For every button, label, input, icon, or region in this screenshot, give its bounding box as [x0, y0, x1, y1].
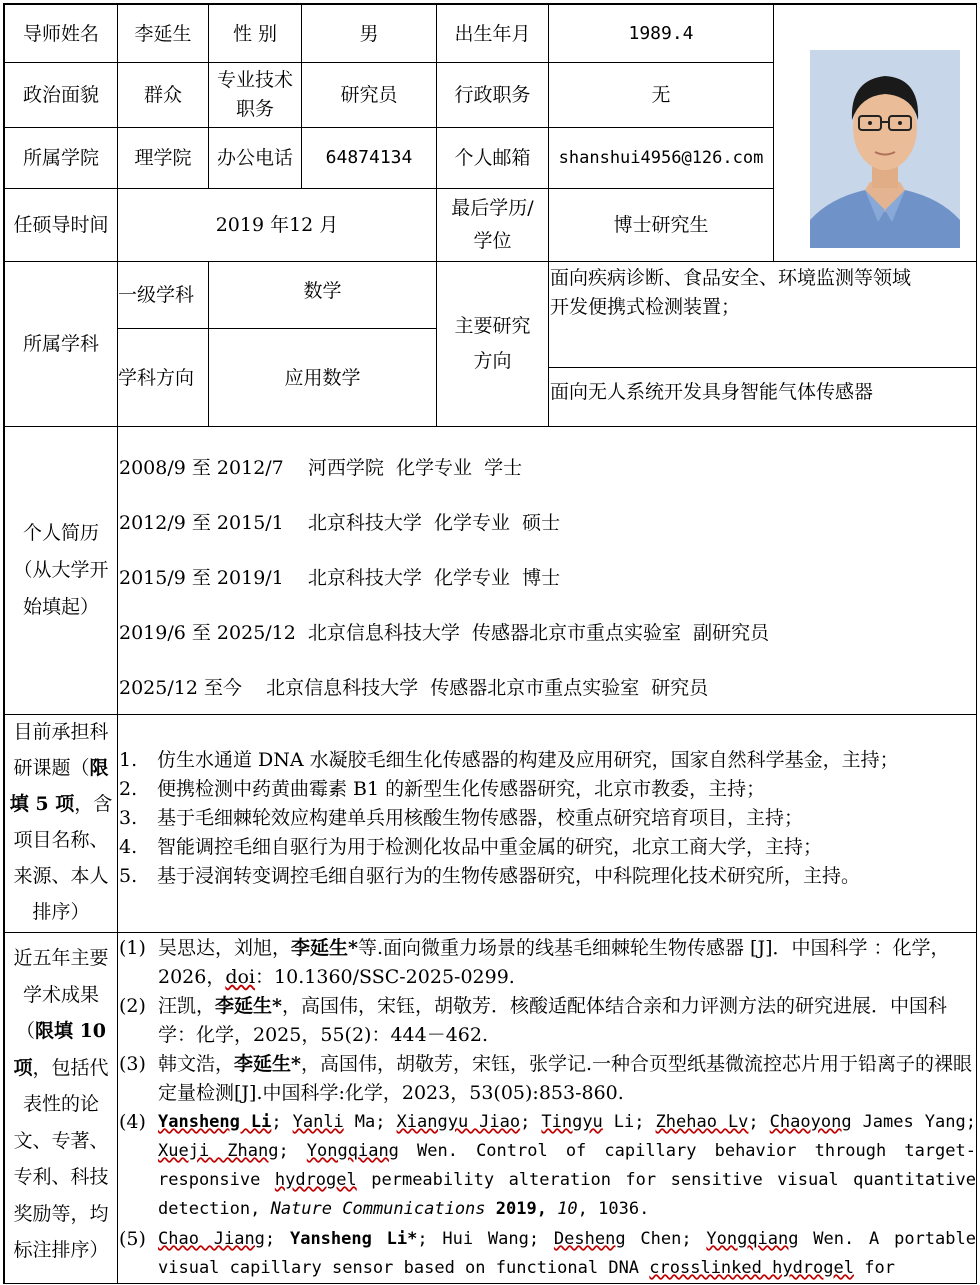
pub-part: Wen. A portable visual capillary sensor based on functional DNA [158, 1229, 976, 1278]
research-direction-1 [550, 264, 976, 322]
project-number: 5. [119, 865, 138, 887]
publication-item [119, 1225, 976, 1283]
discipline-label: 所属学科 [22, 333, 99, 355]
results-label-line: 标注排序） [13, 1239, 109, 1261]
results-label-bold: 项 [13, 1056, 33, 1079]
email-label: 个人邮箱 [454, 147, 531, 169]
resume-entry: 2015/9 至 2019/1 北京科技大学 化学专业 博士 [119, 567, 561, 589]
results-label-bold: 限填 10 [34, 1020, 107, 1042]
pub-part: Yansheng Li [158, 1112, 272, 1132]
direction-value: 应用数学 [284, 366, 361, 389]
direction-label: 学科方向 [118, 366, 195, 389]
pub-part: Chaoyong [769, 1112, 852, 1132]
degree-label-line: 最后学历/ [451, 197, 534, 219]
grid-line [3, 932, 977, 933]
results-label-line [5, 1013, 117, 1050]
first-level-label: 一级学科 [118, 284, 195, 306]
pub-part: for [853, 1258, 895, 1278]
grid-line [3, 714, 977, 715]
project-item [119, 774, 765, 801]
projects-label-line: 项目名称、 [13, 829, 109, 851]
projects-label-line: 来源、本人 [13, 865, 109, 887]
pub-part: Yongqiang [706, 1229, 799, 1249]
resume-entry: 2008/9 至 2012/7 河西学院 化学专业 学士 [119, 457, 523, 479]
pub-part: crosslinked hydrogel [649, 1258, 854, 1278]
supervisor-since-value: 2019 年12 月 [215, 214, 339, 236]
pub-part: Li; [602, 1112, 656, 1132]
pub-part: 吴思达，刘旭， [158, 937, 292, 959]
results-label-line: 奖励等，均 [13, 1202, 109, 1225]
degree-label-line: 学位 [473, 230, 512, 252]
projects-label-line [5, 786, 117, 822]
projects-label-line: 排序） [32, 901, 90, 923]
pub-part: ，高国伟，胡敬芳，宋钰，张学记.一种合页型纸基微流控芯片用于铅离子的裸眼定量检测[J].中国科学:化学，2023，53(05):853-860. [158, 1053, 972, 1104]
pub-part: Desheng [553, 1229, 626, 1249]
grid-line [773, 3, 774, 262]
project-number: 1. [119, 749, 138, 771]
pub-author-self: Yansheng Li* [289, 1229, 418, 1249]
birth-value: 1989.4 [628, 22, 694, 44]
gender-value: 男 [359, 22, 379, 45]
pub-part: 汪凯， [158, 995, 216, 1017]
pub-part: Xueji Zhang [158, 1141, 279, 1161]
admin-value: 无 [651, 84, 671, 106]
degree-value: 博士研究生 [613, 214, 709, 236]
pub-volume: 10 [546, 1199, 578, 1219]
resume-entry: 2012/9 至 2015/1 北京科技大学 化学专业 硕士 [119, 512, 561, 534]
resume-label-line: 始填起） [22, 596, 99, 618]
publication-text [158, 1050, 976, 1108]
project-number: 4. [119, 836, 138, 858]
publication-number: (4) [119, 1111, 146, 1133]
grid-line [976, 3, 977, 1284]
project-text: 仿生水通道 DNA 水凝胶毛细生化传感器的构建及应用研究，国家自然科学基金，主持； [157, 749, 899, 771]
publication-text [158, 1225, 976, 1283]
project-item [119, 803, 803, 830]
title-value: 研究员 [340, 84, 398, 106]
pub-part: Chao Jiang [158, 1229, 265, 1249]
results-label-line: 学术成果 [22, 983, 99, 1006]
pub-part: ; [520, 1112, 542, 1132]
political-value: 群众 [143, 84, 182, 106]
project-text: 便携检测中药黄曲霉素 B1 的新型生化传感器研究，北京市教委，主持； [157, 778, 766, 800]
political-label: 政治面貌 [22, 84, 99, 106]
publication-text [158, 1108, 976, 1224]
pub-author-self: 李延生* [215, 995, 282, 1017]
pub-part: ; Hui Wang; [417, 1229, 554, 1249]
name-label: 导师姓名 [22, 22, 99, 45]
publication-number: (1) [119, 937, 146, 959]
name-value: 李延生 [134, 22, 192, 45]
publication-number: (3) [119, 1053, 146, 1075]
research-label [437, 262, 548, 426]
project-number: 3. [119, 807, 138, 829]
grid-line [548, 367, 977, 368]
pub-part: ; [271, 1112, 293, 1132]
pub-part: Wen. Control of capillary behavior through target-responsive [158, 1141, 976, 1190]
publication-item [119, 1050, 976, 1108]
research-label-line: 主要研究 [454, 315, 531, 337]
results-label-line: 表性的论 [22, 1093, 99, 1115]
projects-label-line [5, 750, 117, 786]
pub-part: Yanli [292, 1112, 344, 1132]
title-label-line: 职务 [235, 98, 274, 120]
resume-label-line: 个人简历 [22, 522, 99, 544]
publication-text [158, 992, 976, 1050]
pub-part: ; [278, 1141, 307, 1161]
pub-part: ：10.1360/SSC-2025-0299. [255, 966, 515, 988]
projects-label-bold: 限 [89, 757, 109, 779]
pub-part: Zhehao Lv [655, 1112, 749, 1132]
project-item [119, 832, 822, 859]
gender-label: 性 别 [232, 22, 278, 45]
project-text: 智能调控毛细自驱行为用于检测化妆品中重金属的研究，北京工商大学，主持； [157, 836, 823, 858]
results-label-part: （ [15, 1020, 35, 1042]
results-label-line: 专利、科技 [13, 1166, 109, 1188]
pub-part: ，高国伟，宋钰，胡敬芳．核酸适配体结合亲和力评测方法的研究进展．中国科学：化学，2025，55(2)：444－462. [158, 995, 947, 1046]
pub-part: Tingyu [541, 1112, 603, 1132]
resume-entry: 2019/6 至 2025/12 北京信息科技大学 传感器北京市重点实验室 副研究员 [119, 622, 770, 644]
results-label-line: 文、专著、 [13, 1129, 109, 1152]
resume-label [5, 427, 117, 714]
pub-part: 等.面向微重力场景的线基毛细棘轮生物传感器 [J]．中国科学 ：化学，2026， [158, 937, 950, 988]
results-label-line [5, 1050, 117, 1087]
portrait-illustration [810, 50, 960, 248]
pub-part: Ma; [343, 1112, 397, 1132]
supervisor-since-label: 任硕导时间 [13, 214, 109, 236]
degree-label [437, 189, 548, 261]
pub-author-self: 李延生* [291, 937, 358, 959]
pub-part: ; [264, 1229, 290, 1249]
results-label-line: 近五年主要 [13, 947, 109, 969]
pub-part: James Yang; [851, 1112, 976, 1132]
grid-line [3, 1283, 977, 1284]
results-label-part: ，包括代 [32, 1056, 109, 1079]
pub-part: Yongqiang [306, 1141, 399, 1161]
project-item [119, 861, 860, 888]
results-label [5, 940, 117, 1280]
resume-entry: 2025/12 至今 北京信息科技大学 传感器北京市重点实验室 研究员 [119, 677, 709, 699]
portrait-photo [810, 50, 960, 248]
project-item [119, 745, 899, 772]
publication-number: (2) [119, 995, 146, 1017]
project-text: 基于毛细棘轮效应构建单兵用核酸生物传感器，校重点研究培育项目，主持； [157, 807, 804, 829]
pub-part: ; [748, 1112, 770, 1132]
pub-part: permeability alteration for sensitive visual quantitative detection, [158, 1170, 976, 1219]
pub-author-self: 李延生* [234, 1053, 301, 1075]
pub-journal: Nature Communications [270, 1199, 486, 1219]
research-direction-2: 面向无人系统开发具身智能气体传感器 [550, 381, 874, 403]
pub-part: , 1036. [577, 1199, 650, 1219]
publication-item [119, 1108, 976, 1225]
publication-item [119, 992, 976, 1050]
projects-label-part: ，含 [74, 793, 113, 815]
projects-label-line: 目前承担科 [13, 721, 109, 743]
pub-part: hydrogel [274, 1170, 357, 1190]
title-label [209, 63, 301, 127]
pub-author-self [158, 1112, 271, 1132]
publication-number: (5) [119, 1228, 146, 1250]
grid-line [3, 426, 977, 427]
resume-label-line: （从大学开 [13, 559, 109, 581]
pub-part: doi [225, 966, 256, 988]
projects-label-bold: 填 5 项 [9, 793, 75, 815]
pub-year: 2019, [485, 1199, 547, 1219]
research-label-line: 方向 [473, 350, 512, 372]
pub-part: 韩文浩， [158, 1053, 235, 1075]
publication-item [119, 934, 976, 992]
project-text: 基于浸润转变调控毛细自驱行为的生物传感器研究，中科院理化技术研究所，主持。 [157, 865, 861, 887]
publication-text [158, 934, 976, 992]
admin-label: 行政职务 [454, 84, 531, 106]
pub-part: Xiangyu Jiao [396, 1112, 521, 1132]
office-phone-label: 办公电话 [216, 147, 293, 169]
birth-label: 出生年月 [454, 22, 531, 45]
email-value: shanshui4956@126.com [558, 148, 764, 168]
college-value: 理学院 [134, 147, 192, 169]
research-line: 开发便携式检测装置； [550, 296, 741, 318]
project-number: 2. [119, 778, 138, 800]
projects-label-part: 研课题（ [13, 757, 90, 779]
college-label: 所属学院 [22, 147, 99, 169]
research-line: 面向疾病诊断、食品安全、环境监测等领域 [550, 267, 912, 289]
title-label-line: 专业技术 [216, 69, 293, 91]
pub-part: Chen; [625, 1229, 707, 1249]
projects-label [5, 714, 117, 932]
office-phone-value: 64874134 [325, 147, 413, 168]
first-level-value: 数学 [303, 280, 342, 302]
